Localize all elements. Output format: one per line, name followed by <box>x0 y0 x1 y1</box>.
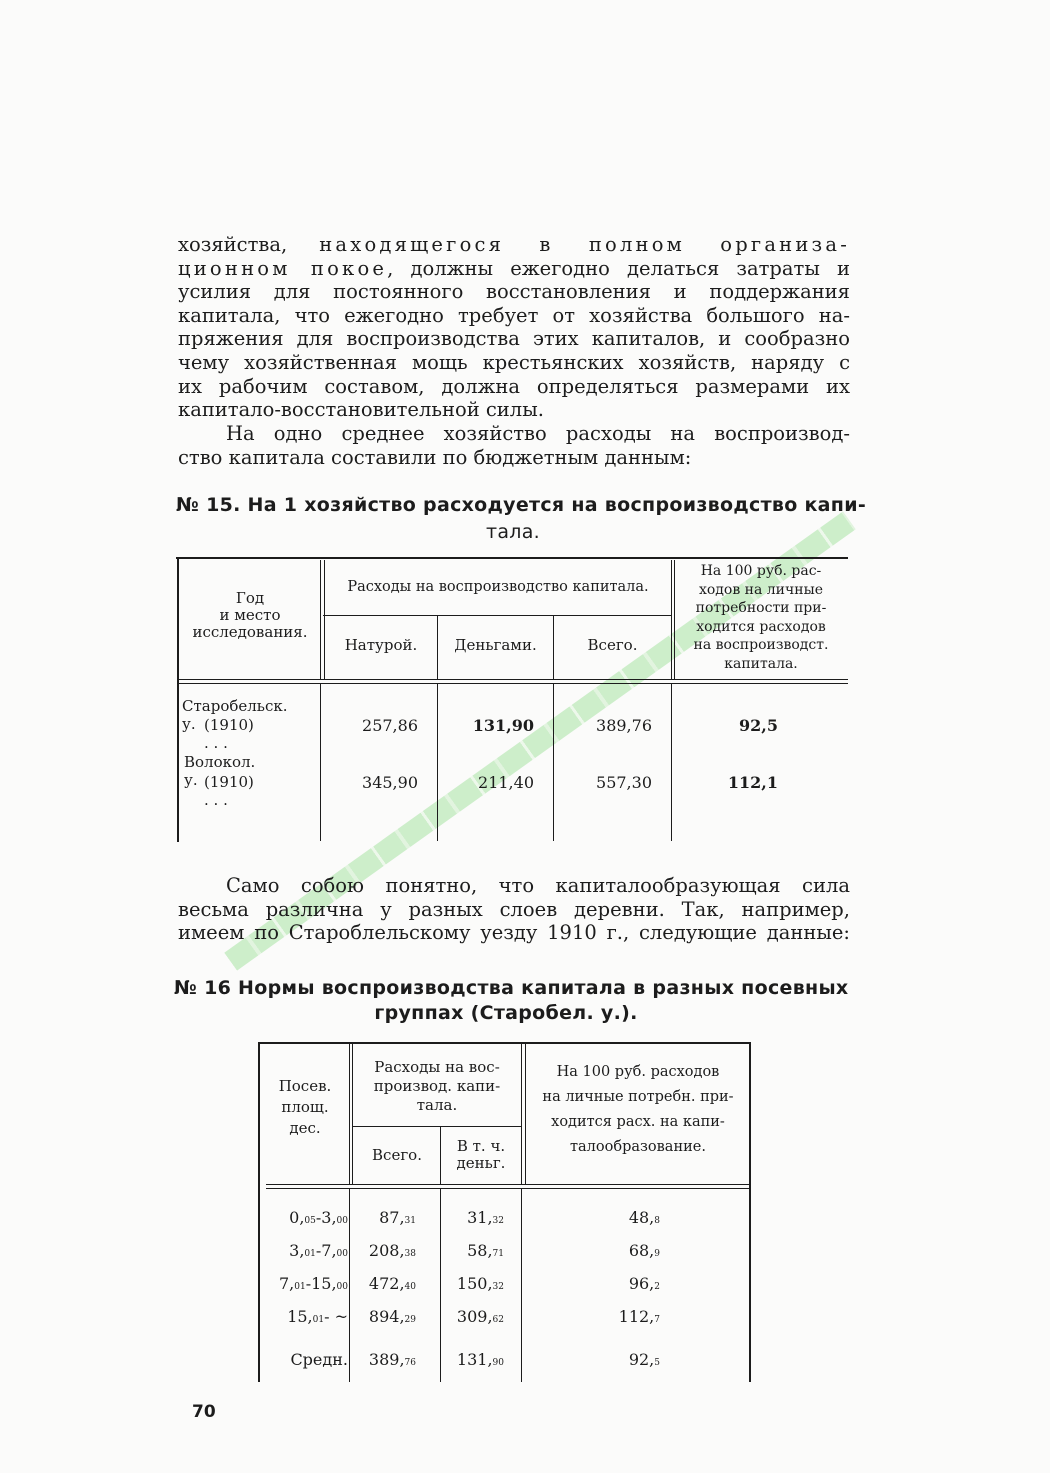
cell-total: 87,31 <box>379 1208 416 1227</box>
cell-area: 15,01- ~ <box>287 1307 348 1326</box>
text-line: ционном покое, должны ежегодно делаться затраты и <box>178 256 850 280</box>
table-15-title: № 15. На 1 хозяйство расходуется на воспроизводство капи- <box>176 494 867 516</box>
cell-total: 557,30 <box>596 773 652 792</box>
header-natura: Натурой. <box>344 636 418 654</box>
cell-area: 3,01-7,00 <box>289 1241 348 1260</box>
header-area: Посев. площ. дес. <box>278 1077 332 1137</box>
cell-money: 309,62 <box>456 1307 504 1326</box>
header-money: Деньгами. <box>454 636 537 654</box>
row-year: (1910) . . . <box>204 773 254 809</box>
cell-area: 0,05-3,00 <box>289 1208 348 1227</box>
text-line: чему хозяйственная мощь крестьянских хозяйств, наряду с <box>178 350 850 374</box>
cell-per-100: 112,7 <box>618 1307 660 1326</box>
paragraph-2 <box>178 422 850 469</box>
cell-money: 58,71 <box>467 1241 504 1260</box>
cell-per-100: 48,8 <box>628 1208 660 1227</box>
header-expenses-group: Расходы на вос- производ. капи- тала. <box>373 1058 501 1114</box>
row-place: Волокол. у. <box>184 753 256 789</box>
cell-money: 131,90 <box>472 716 534 735</box>
cell-natura: 257,86 <box>362 716 418 735</box>
cell-per-100: 96,2 <box>628 1274 660 1293</box>
page-number: 70 <box>192 1402 216 1422</box>
text-line: имеем по Староблельскому уезду 1910 г., следующие данные: <box>178 921 850 945</box>
cell-money: 31,32 <box>467 1208 504 1227</box>
cell-area: 7,01-15,00 <box>278 1274 348 1293</box>
cell-per-100: 92,5 <box>739 716 778 735</box>
table-16-title-cont: группах (Старобел. у.). <box>374 1002 638 1024</box>
table-15-title-cont: тала. <box>485 521 541 543</box>
cell-area: Средн. <box>290 1350 348 1369</box>
cell-per-100: 68,9 <box>628 1241 660 1260</box>
cell-total: 894,29 <box>368 1307 416 1326</box>
row-place: Старобельск. у. <box>182 697 288 733</box>
cell-total: 389,76 <box>368 1350 416 1369</box>
text-line: Само собою понятно, что капиталообразующая сила <box>226 874 850 897</box>
cell-money: 150,32 <box>456 1274 504 1293</box>
paragraph-3 <box>178 874 850 945</box>
header-total: Всего. <box>372 1146 422 1164</box>
text-line: капитала, что ежегодно требует от хозяйства большого на- <box>178 303 850 327</box>
cell-money: 131,90 <box>456 1350 504 1369</box>
paragraph-1 <box>178 233 850 422</box>
text-line: усилия для постоянного восстановления и поддержания <box>178 280 850 304</box>
cell-total: 472,40 <box>368 1274 416 1293</box>
header-money: В т. ч. деньг. <box>456 1137 506 1172</box>
table-16-title: № 16 Нормы воспроизводства капитала в разных посевных <box>174 977 849 999</box>
header-expenses-group: Расходы на воспроизводство капитала. <box>347 579 649 595</box>
header-year-place: Год и место исследования. <box>192 589 308 641</box>
cell-total: 208,38 <box>368 1241 416 1260</box>
cell-per-100: 112,1 <box>727 773 778 792</box>
cell-per-100: 92,5 <box>628 1350 660 1369</box>
header-per-100: На 100 руб. рас- ходов на личные потребности при- ходится расходов на воспроизводст. капитала. <box>693 563 829 672</box>
row-year: (1910) . . . <box>204 716 254 752</box>
text-line: хозяйства, находящегося в полном организа- <box>178 233 850 256</box>
text-line: капитало-восстановительной силы. <box>178 398 544 422</box>
header-total: Всего. <box>587 636 638 654</box>
text-line: На одно среднее хозяйство расходы на воспроизвод- <box>226 422 850 445</box>
cell-natura: 345,90 <box>362 773 418 792</box>
cell-money: 211,40 <box>478 773 534 792</box>
text-line: весьма различна у разных слоев деревни. Так, например, <box>178 897 850 921</box>
text-line: их рабочим составом, должна определяться размерами их <box>178 374 850 398</box>
text-line: пряжения для воспроизводства этих капиталов, и сообразно <box>178 327 850 351</box>
text-line: ство капитала составили по бюджетным данным: <box>178 445 692 469</box>
header-per-100: На 100 руб. расходов на личные потребн. при- ходится расх. на капи- талообразование. <box>542 1064 734 1155</box>
cell-total: 389,76 <box>596 716 652 735</box>
